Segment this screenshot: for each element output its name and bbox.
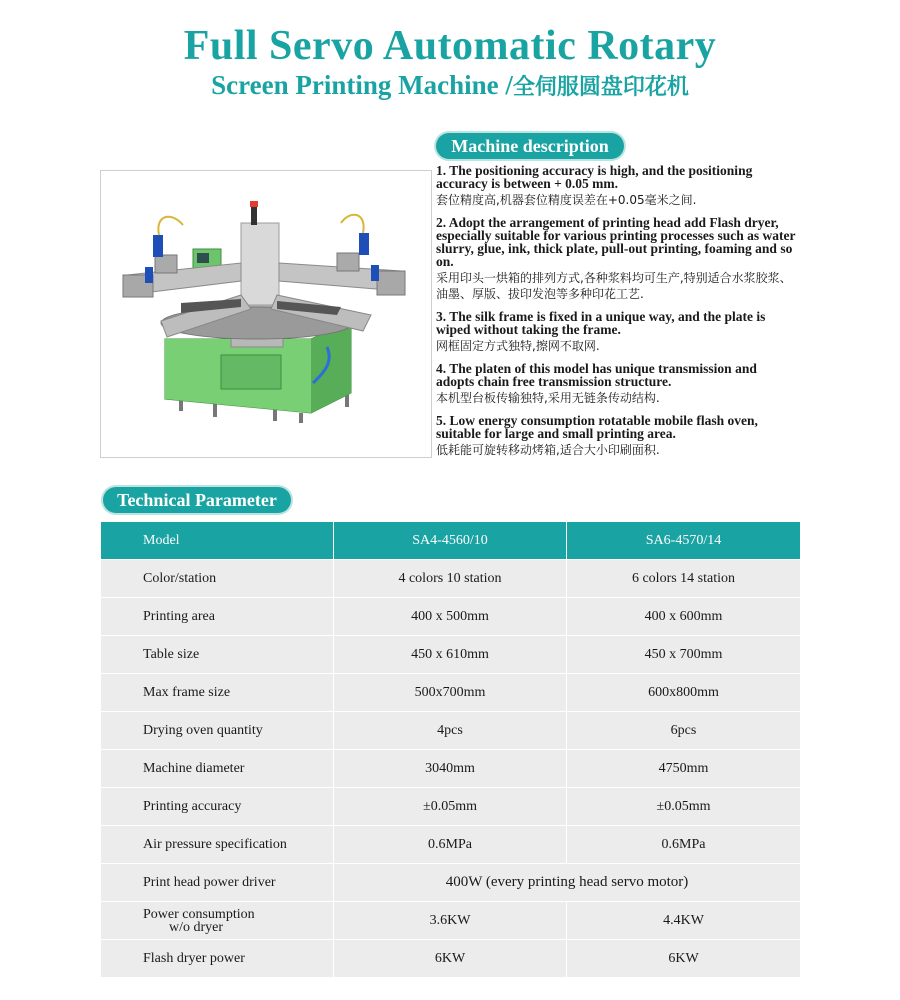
description-cn: 本机型台板传输独特,采用无链条传动结构.	[436, 391, 660, 405]
row-label: Print head power driver	[101, 864, 334, 902]
row-value-1: ±0.05mm	[334, 788, 567, 826]
row-label: Flash dryer power	[101, 940, 334, 978]
description-en: 3. The silk frame is fixed in a unique way, and the plate is wiped without taking the frame.	[436, 309, 766, 337]
row-value-1: 400 x 500mm	[334, 598, 567, 636]
header-model-1: SA4-4560/10	[334, 522, 567, 560]
description-list	[436, 164, 798, 466]
row-label: Color/station	[101, 560, 334, 598]
header-label: Model	[101, 522, 334, 560]
row-value-2: 6KW	[567, 940, 801, 978]
subtitle-en: Screen Printing Machine /	[211, 70, 513, 100]
description-item	[436, 164, 798, 208]
description-en: 4. The platen of this model has unique transmission and adopts chain free transmission structure.	[436, 361, 757, 389]
table-row	[101, 598, 801, 636]
row-value-2: 450 x 700mm	[567, 636, 801, 674]
table-row	[101, 902, 801, 940]
row-value-1: 4 colors 10 station	[334, 560, 567, 598]
table-row	[101, 788, 801, 826]
row-value-merged: 400W (every printing head servo motor)	[334, 864, 801, 902]
row-label: Machine diameter	[101, 750, 334, 788]
row-value-1: 0.6MPa	[334, 826, 567, 864]
machine-illustration	[101, 171, 431, 457]
row-label: Printing area	[101, 598, 334, 636]
description-item	[436, 414, 798, 458]
technical-parameter-heading: Technical Parameter	[103, 487, 291, 513]
row-value-1: 500x700mm	[334, 674, 567, 712]
row-value-2: 4.4KW	[567, 902, 801, 940]
table-row	[101, 636, 801, 674]
row-label-line2: w/o dryer	[169, 919, 224, 935]
row-label	[101, 902, 334, 940]
subtitle-cn: 全伺服圆盘印花机	[512, 75, 689, 100]
machine-description-heading: Machine description	[436, 133, 624, 159]
spec-table	[100, 521, 801, 978]
table-row	[101, 674, 801, 712]
machine-photo	[100, 170, 432, 458]
row-label-line1: Power consumption	[143, 906, 255, 922]
description-cn: 网框固定方式独特,擦网不取网.	[436, 339, 600, 353]
row-value-1: 450 x 610mm	[334, 636, 567, 674]
table-row	[101, 826, 801, 864]
description-cn: 采用印头一烘箱的排列方式,各种浆料均可生产,特别适合水浆胶浆、油墨、厚版、拔印发泡等多种印花工艺.	[436, 271, 792, 301]
page-title: Full Servo Automatic Rotary	[183, 23, 717, 69]
description-cn: 低耗能可旋转移动烤箱,适合大小印刷面积.	[436, 443, 660, 457]
table-row	[101, 712, 801, 750]
row-label: Max frame size	[101, 674, 334, 712]
row-value-2: 4750mm	[567, 750, 801, 788]
page-subtitle	[0, 70, 900, 101]
description-en: 5. Low energy consumption rotatable mobile flash oven, suitable for large and small printing area.	[436, 413, 758, 441]
row-value-2: ±0.05mm	[567, 788, 801, 826]
header-model-2: SA6-4570/14	[567, 522, 801, 560]
description-en: 1. The positioning accuracy is high, and the positioning accuracy is between + 0.05 mm.	[436, 163, 753, 191]
row-label: Air pressure specification	[101, 826, 334, 864]
row-value-2: 0.6MPa	[567, 826, 801, 864]
row-value-1: 3.6KW	[334, 902, 567, 940]
table-header-row	[101, 522, 801, 560]
table-row	[101, 750, 801, 788]
row-label: Table size	[101, 636, 334, 674]
table-row	[101, 560, 801, 598]
description-en: 2. Adopt the arrangement of printing head add Flash dryer, especially suitable for various printing processes such as water slurry, glue, ink, thick plate, pull-out printing, foaming and so on.	[436, 215, 796, 269]
row-value-1: 6KW	[334, 940, 567, 978]
description-cn: 套位精度高,机器套位精度误差在+0.05毫米之间.	[436, 193, 697, 207]
row-value-1: 4pcs	[334, 712, 567, 750]
description-item	[436, 310, 798, 354]
row-value-2: 400 x 600mm	[567, 598, 801, 636]
description-item	[436, 362, 798, 406]
row-value-2: 600x800mm	[567, 674, 801, 712]
row-value-2: 6 colors 14 station	[567, 560, 801, 598]
row-value-1: 3040mm	[334, 750, 567, 788]
row-label: Printing accuracy	[101, 788, 334, 826]
table-row-merged	[101, 864, 801, 902]
row-value-2: 6pcs	[567, 712, 801, 750]
row-label: Drying oven quantity	[101, 712, 334, 750]
table-row	[101, 940, 801, 978]
description-item	[436, 216, 798, 302]
